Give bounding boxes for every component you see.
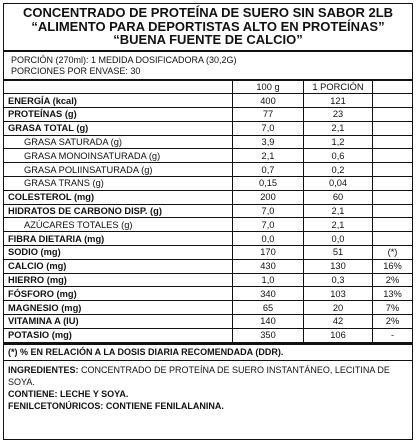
table-row: [4, 149, 412, 163]
nutrient-name: GRASA SATURADA (g): [4, 135, 233, 149]
footnote: (*) % EN RELACIÓN A LA DOSIS DIARIA RECOMENDADA (DDR).: [8, 346, 284, 357]
value-per-portion: 0,2: [304, 163, 373, 177]
nutrient-name: HIERRO (mg): [4, 273, 233, 287]
nutrient-name: FIBRA DIETARIA (mg): [4, 232, 233, 246]
header-per-portion: 1 PORCIÓN: [304, 81, 373, 94]
table-row: [4, 328, 412, 342]
table-row: [4, 163, 412, 177]
value-ddr: -: [373, 328, 413, 342]
title-line-1: CONCENTRADO DE PROTEÍNA DE SUERO SIN SABOR 2LB: [22, 5, 394, 20]
value-per-100g: 430: [233, 259, 304, 273]
nutrient-name: GRASA POLIINSATURADA (g): [4, 163, 233, 177]
value-ddr: [373, 190, 413, 204]
table-row: [4, 190, 412, 204]
nutrient-name: PROTEÍNAS (g): [4, 108, 233, 122]
product-title: [4, 4, 412, 47]
value-per-portion: 0,04: [304, 177, 373, 191]
nutrient-name: GRASA MONOINSATURADA (g): [4, 149, 233, 163]
value-per-100g: 0,15: [233, 177, 304, 191]
value-per-portion: 130: [304, 259, 373, 273]
nutrient-name: SODIO (mg): [4, 246, 233, 260]
value-ddr: 2%: [373, 273, 413, 287]
nutrition-label: [3, 3, 413, 440]
table-row: [4, 204, 412, 218]
nutrient-name: POTASIO (mg): [4, 328, 233, 342]
value-per-100g: 7,0: [233, 218, 304, 232]
table-header-row: [4, 81, 412, 94]
value-per-portion: 42: [304, 315, 373, 329]
value-ddr: [373, 177, 413, 191]
table-row: [4, 259, 412, 273]
nutrient-name: ENERGÍA (kcal): [4, 94, 233, 108]
table-row: [4, 121, 412, 135]
value-per-100g: 77: [233, 108, 304, 122]
table-row: [4, 135, 412, 149]
value-per-100g: 170: [233, 246, 304, 260]
value-per-portion: 106: [304, 328, 373, 342]
value-per-100g: 7,0: [233, 121, 304, 135]
servings-per-container: PORCIONES POR ENVASE: 30: [11, 65, 141, 76]
value-per-portion: 103: [304, 287, 373, 301]
table-row: [4, 246, 412, 260]
value-per-portion: 0,0: [304, 232, 373, 246]
value-per-100g: 1,0: [233, 273, 304, 287]
value-per-100g: 2,1: [233, 149, 304, 163]
value-per-portion: 121: [304, 94, 373, 108]
table-row: [4, 218, 412, 232]
table-row: [4, 301, 412, 315]
value-per-100g: 65: [233, 301, 304, 315]
table-row: [4, 232, 412, 246]
value-per-portion: 0,3: [304, 273, 373, 287]
value-per-portion: 2,1: [304, 218, 373, 232]
nutrient-name: VITAMINA A (IU): [4, 315, 233, 329]
header-per-100g: 100 g: [233, 81, 304, 94]
table-row: [4, 273, 412, 287]
value-per-100g: 400: [233, 94, 304, 108]
table-row: [4, 287, 412, 301]
value-ddr: [373, 149, 413, 163]
title-line-3: “BUENA FUENTE DE CALCIO”: [113, 32, 303, 47]
phenylketonuric-warning: FENILCETONÚRICOS: CONTIENE FENILALANINA.: [8, 400, 224, 411]
ingredients-block: [4, 361, 412, 412]
title-line-2: “ALIMENTO PARA DEPORTISTAS ALTO EN PROTEÍNAS”: [31, 18, 385, 34]
table-row: [4, 108, 412, 122]
ingredients-label: INGREDIENTES:: [8, 364, 79, 375]
value-per-100g: 0,7: [233, 163, 304, 177]
value-ddr: [373, 135, 413, 149]
nutrient-name: MAGNESIO (mg): [4, 301, 233, 315]
value-per-portion: 2,1: [304, 204, 373, 218]
value-ddr: [373, 204, 413, 218]
ingredients-text: CONCENTRADO DE PROTEÍNA DE SUERO INSTANTÁNEO, LECITINA DE SOYA.: [8, 364, 390, 387]
nutrient-name: FÓSFORO (mg): [4, 287, 233, 301]
value-ddr: [373, 218, 413, 232]
nutrition-table: [4, 81, 412, 343]
value-per-portion: 0,6: [304, 149, 373, 163]
value-per-100g: 340: [233, 287, 304, 301]
value-per-portion: 20: [304, 301, 373, 315]
nutrient-name: CALCIO (mg): [4, 259, 233, 273]
value-per-100g: 7,0: [233, 204, 304, 218]
value-ddr: (*): [373, 246, 413, 260]
ingredients: [8, 364, 408, 388]
value-ddr: 16%: [373, 259, 413, 273]
table-row: [4, 94, 412, 108]
nutrient-name: AZÚCARES TOTALES (g): [4, 218, 233, 232]
allergen-contains: CONTIENE: LECHE Y SOYA.: [8, 388, 129, 399]
value-per-portion: 51: [304, 246, 373, 260]
portion-info: [4, 52, 412, 79]
value-ddr: [373, 121, 413, 135]
value-ddr: [373, 108, 413, 122]
nutrient-name: HIDRATOS DE CARBONO DISP. (g): [4, 204, 233, 218]
value-per-portion: 2,1: [304, 121, 373, 135]
value-ddr: 2%: [373, 315, 413, 329]
table-row: [4, 177, 412, 191]
value-ddr: [373, 94, 413, 108]
nutrient-name: COLESTEROL (mg): [4, 190, 233, 204]
nutrient-name: GRASA TRANS (g): [4, 177, 233, 191]
value-ddr: [373, 232, 413, 246]
value-per-100g: 0,0: [233, 232, 304, 246]
portion-size: PORCIÓN (270ml): 1 MEDIDA DOSIFICADORA (30,2G): [11, 54, 237, 65]
value-per-100g: 3,9: [233, 135, 304, 149]
value-ddr: 13%: [373, 287, 413, 301]
value-per-100g: 140: [233, 315, 304, 329]
value-per-portion: 23: [304, 108, 373, 122]
value-per-100g: 200: [233, 190, 304, 204]
nutrient-name: GRASA TOTAL (g): [4, 121, 233, 135]
value-per-portion: 60: [304, 190, 373, 204]
header-ddr: [373, 81, 413, 94]
value-per-portion: 1,2: [304, 135, 373, 149]
header-nutrient: [4, 81, 233, 94]
table-row: [4, 315, 412, 329]
value-per-100g: 350: [233, 328, 304, 342]
value-ddr: [373, 163, 413, 177]
value-ddr: 7%: [373, 301, 413, 315]
